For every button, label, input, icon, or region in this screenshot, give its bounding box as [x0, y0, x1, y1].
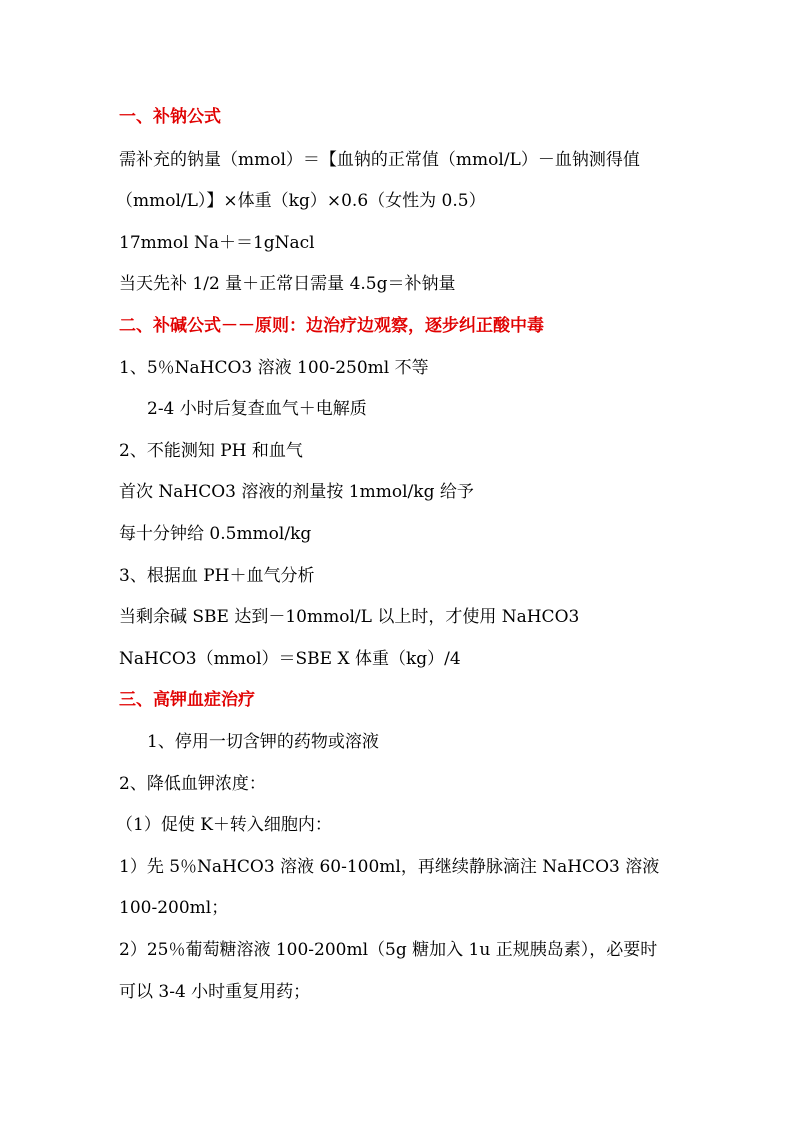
- section-3-heading: 三、高钾血症治疗: [119, 690, 255, 710]
- section-1-heading: 一、补钠公式: [119, 107, 221, 127]
- text-line: （1）促使 K＋转入细胞内：: [116, 815, 332, 835]
- text-line: 当剩余碱 SBE 达到－10mmol/L 以上时，才使用 NaHCO3: [119, 607, 580, 627]
- text-line: 2-4 小时后复查血气＋电解质: [147, 399, 367, 419]
- text-line: 1）先 5％NaHCO3 溶液 60-100ml，再继续静脉滴注 NaHCO3 溶液: [119, 857, 660, 877]
- text-line: 可以 3-4 小时重复用药；: [119, 982, 311, 1002]
- text-line: 2、不能测知 PH 和血气: [119, 441, 303, 461]
- formula-line: 需补充的钠量（mmol）＝【血钠的正常值（mmol/L）－血钠测得值: [119, 150, 640, 170]
- text-line: 首次 NaHCO3 溶液的剂量按 1mmol/kg 给予: [119, 482, 474, 502]
- text-line: 17mmol Na＋＝1gNacl: [119, 233, 315, 253]
- text-line: 2、降低血钾浓度：: [119, 774, 266, 794]
- text-line: 1、停用一切含钾的药物或溶液: [147, 732, 379, 752]
- text-line: 每十分钟给 0.5mmol/kg: [119, 524, 312, 544]
- formula-line: NaHCO3（mmol）＝SBE X 体重（kg）/4: [119, 649, 461, 669]
- text-line: 当天先补 1/2 量＋正常日需量 4.5g＝补钠量: [119, 274, 456, 294]
- section-2-heading: 二、补碱公式－－原则：边治疗边观察，逐步纠正酸中毒: [119, 316, 544, 336]
- formula-line: （mmol/L）】×体重（kg）×0.6（女性为 0.5）: [116, 191, 486, 211]
- text-line: 100-200ml；: [119, 898, 229, 918]
- text-line: 1、5％NaHCO3 溶液 100-250ml 不等: [119, 358, 429, 378]
- text-line: 3、根据血 PH＋血气分析: [119, 566, 315, 586]
- text-line: 2）25％葡萄糖溶液 100-200ml（5g 糖加入 1u 正规胰岛素），必要时: [119, 940, 658, 960]
